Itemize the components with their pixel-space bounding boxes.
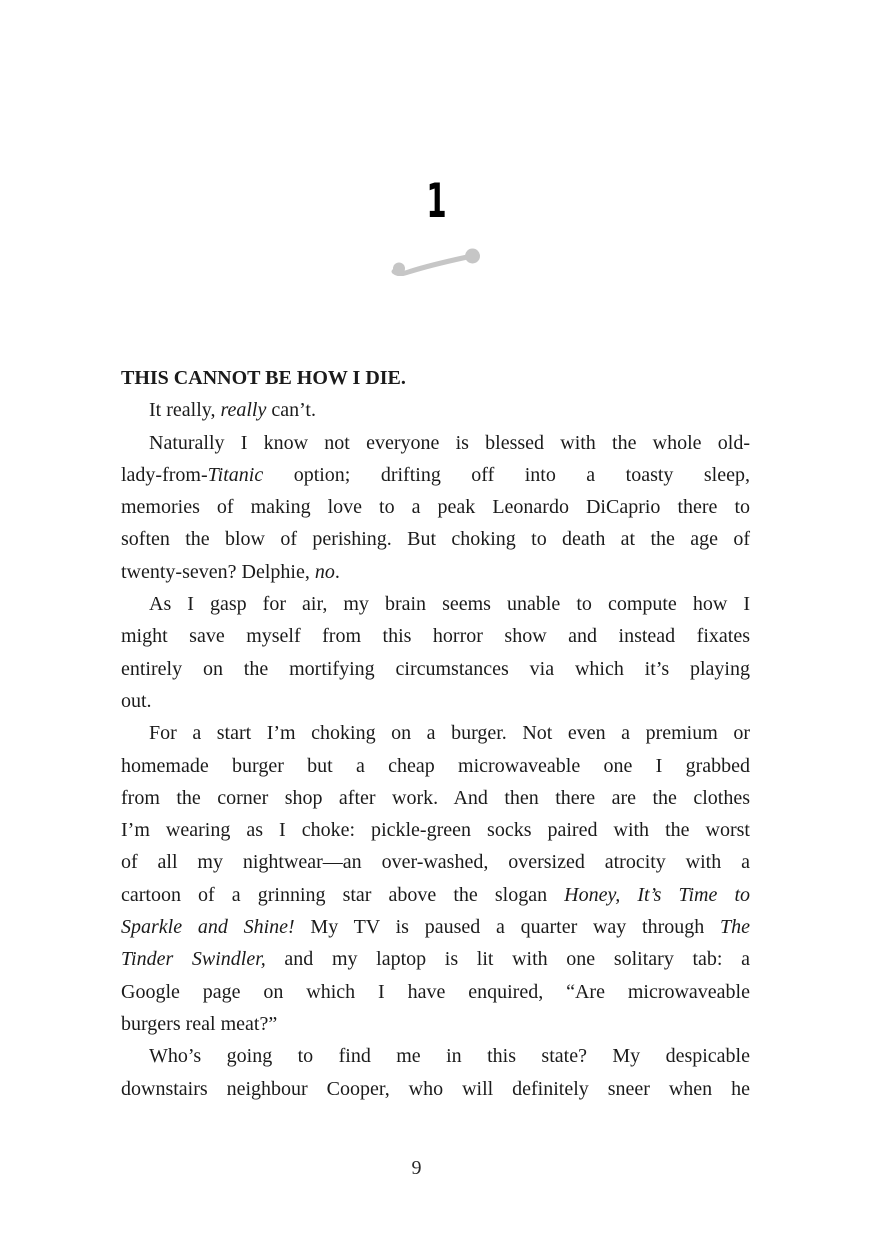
paragraph: [121, 588, 750, 717]
text-line: [121, 814, 750, 846]
text-run: soften the blow of perishing. But choking to death at the age of: [121, 528, 750, 551]
text-run: and my laptop is lit with one solitary tab: a: [265, 948, 750, 971]
text-run: THIS CANNOT BE HOW I DIE.: [121, 367, 406, 389]
text-run: cartoon of a grinning star above the slogan: [121, 883, 565, 906]
text-run: memories of making love to a peak Leonardo DiCaprio there to: [121, 496, 750, 519]
paragraph: [121, 362, 750, 394]
text-line: [121, 653, 750, 685]
text-run: downstairs neighbour Cooper, who will definitely sneer when he: [121, 1077, 750, 1100]
text-line: [121, 717, 750, 749]
text-line: [121, 491, 750, 523]
text-run: The: [720, 916, 750, 939]
paragraph: [121, 394, 750, 426]
text-line: [121, 1073, 750, 1105]
text-line: [121, 1008, 750, 1040]
text-run: Honey, It’s Time to: [564, 883, 751, 906]
paragraph: [121, 717, 750, 1040]
text-run: I’m wearing as I choke: pickle-green socks paired with the worst: [121, 819, 750, 842]
text-line: [121, 362, 750, 394]
text-line: [121, 750, 750, 782]
text-run: Who’s going to find me in this state? My despicable: [149, 1045, 750, 1068]
text-run: My TV is paused a quarter way through: [294, 916, 720, 939]
text-run: might save myself from this horror show and instead fixates: [121, 625, 750, 648]
text-run: As I gasp for air, my brain seems unable to compute how I: [149, 593, 750, 616]
text-run: entirely on the mortifying circumstances via which it’s playing: [121, 657, 750, 680]
paragraph: [121, 427, 750, 588]
text-run: no: [314, 560, 335, 583]
text-run: Tinder Swindler,: [121, 948, 266, 971]
text-run: Google page on which I have enquired, “Are microwaveable: [121, 980, 750, 1003]
text-run: .: [334, 560, 340, 583]
text-line: [121, 943, 750, 975]
text-run: Titanic: [207, 463, 264, 486]
text-line: [121, 1040, 750, 1072]
text-run: Naturally I know not everyone is blessed with the whole old-: [149, 431, 750, 454]
chapter-number: 1: [426, 174, 447, 229]
text-run: burgers real meat?”: [121, 1012, 278, 1035]
page-number: 9: [411, 1157, 422, 1179]
swash-divider-icon: [391, 246, 483, 276]
text-line: [121, 846, 750, 878]
text-run: really: [220, 399, 267, 422]
text-run: twenty-seven? Delphie,: [121, 560, 315, 583]
text-line: [121, 620, 750, 652]
text-run: Sparkle and Shine!: [121, 916, 295, 939]
text-run: from the corner shop after work. And then there are the clothes: [121, 786, 750, 809]
text-line: [121, 588, 750, 620]
text-run: option; drifting off into a toasty sleep,: [263, 463, 750, 486]
text-run: homemade burger but a cheap microwaveable one I grabbed: [121, 754, 750, 777]
text-line: [121, 782, 750, 814]
text-run: out.: [121, 689, 152, 712]
body-text: [121, 362, 750, 1105]
text-line: [121, 394, 750, 426]
text-line: [121, 911, 750, 943]
text-line: [121, 685, 750, 717]
text-run: For a start I’m choking on a burger. Not even a premium or: [149, 722, 750, 745]
paragraph: [121, 1040, 750, 1105]
text-run: of all my nightwear—an over-washed, oversized atrocity with a: [121, 851, 750, 874]
text-run: lady-from-: [121, 463, 208, 486]
text-line: [121, 976, 750, 1008]
text-line: [121, 556, 750, 588]
text-line: [121, 459, 750, 491]
text-line: [121, 523, 750, 555]
text-line: [121, 427, 750, 459]
text-run: can’t.: [266, 399, 316, 422]
text-line: [121, 879, 750, 911]
text-run: It really,: [149, 399, 221, 422]
